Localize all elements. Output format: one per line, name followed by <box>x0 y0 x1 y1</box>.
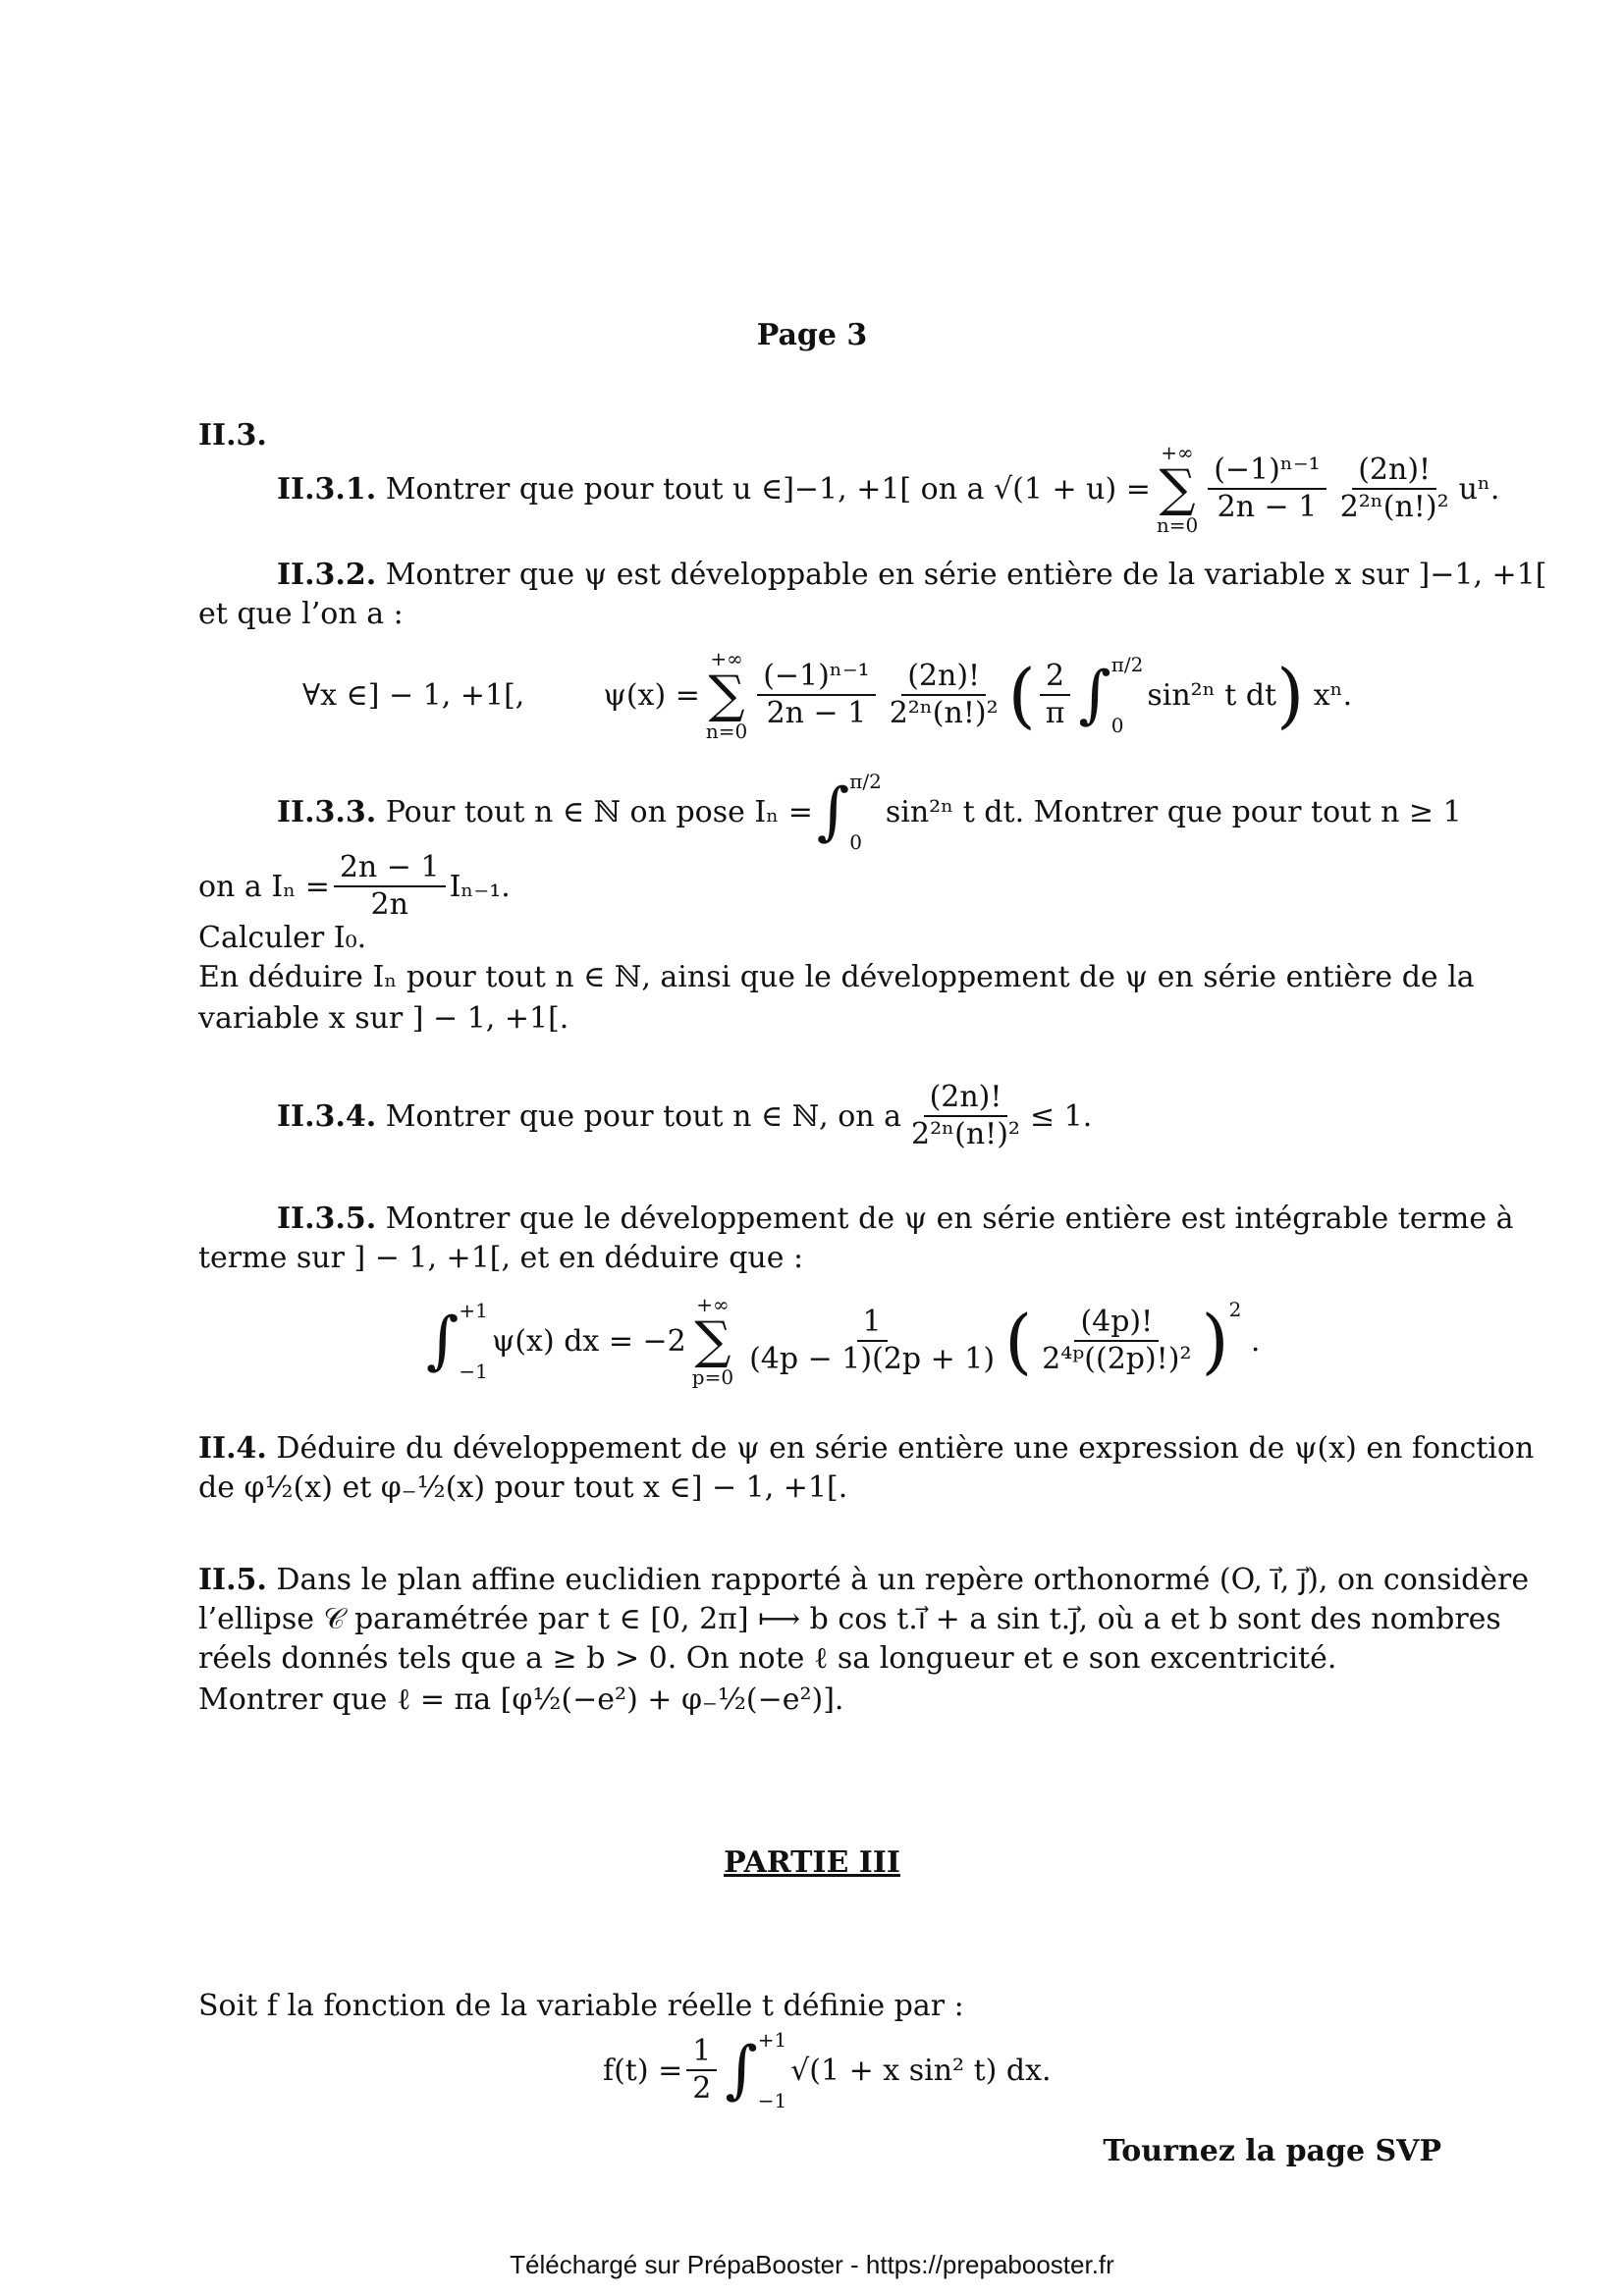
quantifier: ∀x ∈] − 1, +1[, <box>302 677 525 713</box>
formula-tail: uⁿ. <box>1458 471 1500 507</box>
fraction-4p-term: $\frac{(4p)!}{\text{2⁴ᵖ((2p)!)²}}$ <box>1042 1305 1192 1376</box>
question-text: Dans le plan affine euclidien rapporté à un repère orthonormé (O, i⃗, j⃗), on considère <box>276 1563 1530 1597</box>
sum-sign: +∞ ∑ n=0 <box>1156 441 1199 537</box>
question-II33-line4: En déduire Iₙ pour tout n ∈ ℕ, ainsi que le développement de ψ en série entière de la <box>198 960 1475 994</box>
formula-tail: . <box>1250 1323 1261 1359</box>
square-exponent: 2 <box>1228 1298 1242 1321</box>
question-II31 <box>277 442 1499 536</box>
question-label: II.3.2. <box>277 558 377 592</box>
sum-sign: +∞ ∑ p=0 <box>691 1293 734 1389</box>
section-label-II3: II.3. <box>198 418 267 453</box>
fraction-half: $\frac{1}{2}$ <box>686 2034 717 2107</box>
integrand: sin²ⁿ t dt <box>1147 677 1277 713</box>
fraction-two-over-pi: $\frac{2}{\pi}$ <box>1040 659 1071 731</box>
question-text: Montrer que pour tout n ∈ ℕ, on a <box>385 1098 902 1134</box>
question-II4-line2: de φ½(x) et φ₋½(x) pour tout x ∈] − 1, +1[. <box>198 1470 848 1505</box>
question-II5-line4: Montrer que ℓ = πa [φ½(−e²) + φ₋½(−e²)]. <box>198 1682 844 1717</box>
fraction-factorial-term: $\frac{(2n)!}{\text{2²ⁿ(n!)²}}$ <box>911 1080 1020 1151</box>
question-II33-line1 <box>277 770 1462 854</box>
integral-sign: ∫ +1 −1 <box>426 1299 488 1383</box>
left-paren: ( <box>1007 654 1036 736</box>
recurrence-tail: Iₙ₋₁. <box>449 869 511 904</box>
left-paren: ( <box>1004 1300 1033 1382</box>
psi-lhs: ψ(x) = <box>603 677 700 713</box>
question-label: II.3.4. <box>277 1098 377 1134</box>
question-text: Pour tout n ∈ ℕ on pose Iₙ = <box>385 794 813 829</box>
fraction-recurrence: $\frac{2n - 1}{2n}$ <box>334 850 446 923</box>
question-label: II.5. <box>198 1563 267 1597</box>
integral-sign: ∫ π/2 0 <box>1078 653 1144 737</box>
question-II34 <box>277 1080 1092 1152</box>
turn-page-note: Tournez la page SVP <box>1103 2134 1441 2168</box>
right-paren: ) <box>1276 654 1305 736</box>
integral-sign: ∫ π/2 0 <box>816 770 882 854</box>
question-II32-line1 <box>277 556 1546 595</box>
question-text: Montrer que le développement de ψ en série entière est intégrable terme à <box>385 1201 1514 1236</box>
right-paren: ) <box>1201 1300 1229 1382</box>
question-text: Montrer que pour tout u ∈]−1, +1[ on a √(1 + u) = <box>385 471 1151 507</box>
formula-integral-psi <box>422 1294 1260 1388</box>
question-text-cont: sin²ⁿ t dt. Montrer que pour tout n ≥ 1 <box>885 794 1462 829</box>
formula-psi-series <box>302 648 1352 742</box>
question-II5-line3: réels donnés tels que a ≥ b > 0. On note ℓ sa longueur et e son excentricité. <box>198 1641 1337 1676</box>
question-II33-line3: Calculer I₀. <box>198 921 367 955</box>
question-II33-line2 <box>198 850 511 923</box>
question-II5-line2: l’ellipse 𝒞 paramétrée par t ∈ [0, 2π] ⟼ b cos t.i⃗ + a sin t.j⃗, où a et b sont des nombres <box>198 1602 1501 1636</box>
fraction-factorial-term: $\frac{(2n)!}{\text{2²ⁿ(n!)²}}$ <box>889 659 999 730</box>
question-II32-line2: et que l’on a : <box>198 597 404 631</box>
question-II4-line1 <box>198 1429 1534 1468</box>
fraction-p-term: $\frac{1}{(4p - 1)(2p + 1)}$ <box>749 1305 996 1376</box>
inequality-tail: ≤ 1. <box>1029 1098 1093 1134</box>
f-lhs: f(t) = <box>603 2053 683 2088</box>
page-label: Page 3 <box>756 318 868 352</box>
fraction-sign-term: $\frac{\text{(−1)ⁿ⁻¹}}{2n - 1}$ <box>757 659 875 731</box>
question-label: II.3.1. <box>277 471 377 507</box>
formula-f-definition <box>603 2028 1052 2112</box>
formula-tail: xⁿ. <box>1313 677 1353 713</box>
fraction-factorial-term: $\frac{(2n)!}{\text{2²ⁿ(n!)²}}$ <box>1339 453 1449 524</box>
integral-body: ψ(x) dx = −2 <box>491 1323 686 1359</box>
integral-sign: ∫ +1 −1 <box>725 2028 787 2112</box>
question-label: II.3.5. <box>277 1201 377 1236</box>
fraction-sign-term: $\frac{\text{(−1)ⁿ⁻¹}}{2n - 1}$ <box>1208 453 1326 525</box>
question-label: II.4. <box>198 1431 267 1466</box>
integrand: √(1 + x sin² t) dx. <box>790 2053 1052 2088</box>
question-label: II.3.3. <box>277 794 377 829</box>
question-II35-line1 <box>277 1200 1514 1239</box>
question-II35-line2: terme sur ] − 1, +1[, et en déduire que : <box>198 1241 804 1275</box>
partie-III-title: PARTIE III <box>724 1845 900 1880</box>
partie-III-intro: Soit f la fonction de la variable réelle t définie par : <box>198 1989 964 2023</box>
recurrence-lhs: on a Iₙ = <box>198 869 330 904</box>
question-II5-line1 <box>198 1561 1529 1600</box>
question-text: Montrer que ψ est développable en série entière de la variable x sur ]−1, +1[ <box>385 558 1547 592</box>
download-footer: Téléchargé sur PrépaBooster - https://prepabooster.fr <box>510 2250 1114 2279</box>
question-II33-line5: variable x sur ] − 1, +1[. <box>198 1001 569 1036</box>
question-text: Déduire du développement de ψ en série entière une expression de ψ(x) en fonction <box>276 1431 1535 1466</box>
sum-sign: +∞ ∑ n=0 <box>705 647 748 743</box>
